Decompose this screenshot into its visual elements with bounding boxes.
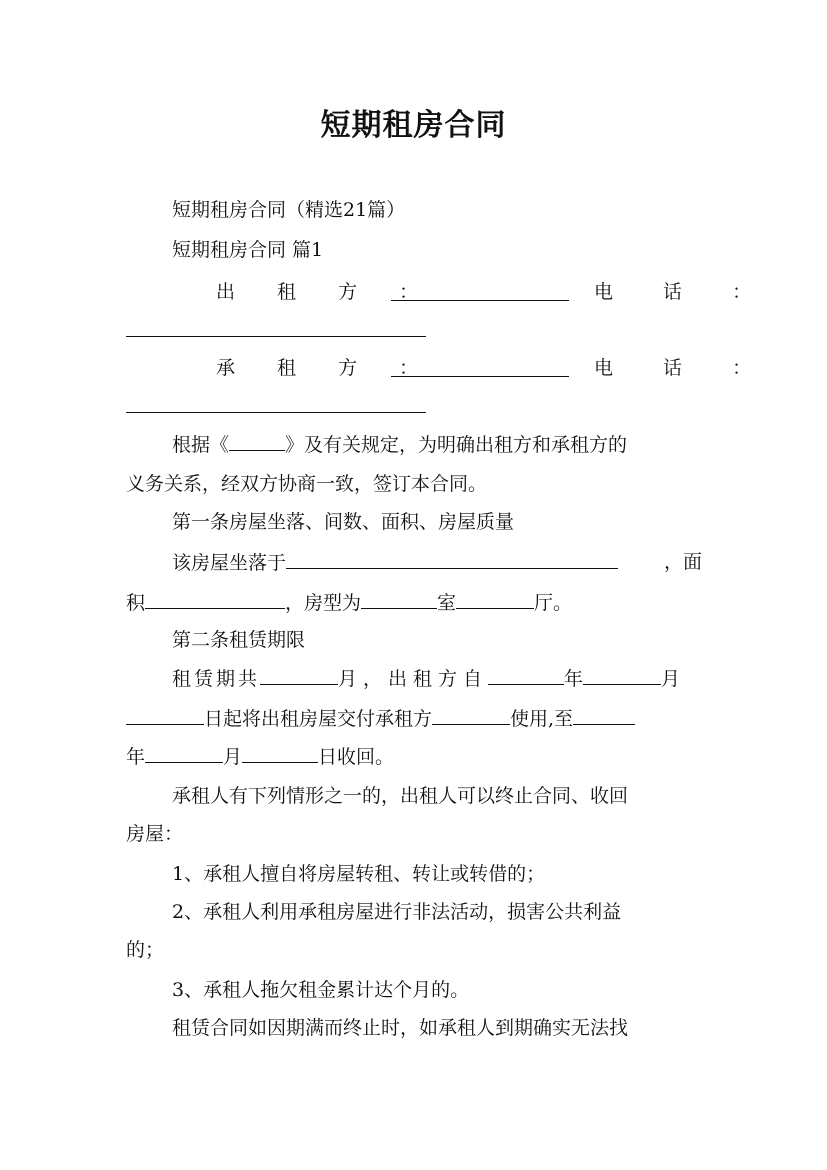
lessor-phone-row [126, 316, 701, 345]
basis-line-2: 义务关系，经双方协商一致，签订本合同。 [126, 473, 488, 495]
start-month-blank [583, 664, 661, 685]
basis-line-1 [172, 430, 702, 459]
last-line: 租赁合同如因期满而终止时，如承租人到期确实无法找 [172, 1017, 629, 1039]
item-1: 1、承租人擅自将房屋转租、转让或转借的； [172, 863, 546, 885]
hall-blank [456, 588, 534, 609]
termination-line-1: 承租人有下列情形之一的，出租人可以终止合同、收回 [172, 785, 629, 807]
lessee-phone-row [126, 392, 701, 421]
term-use: 使用,至 [510, 708, 574, 730]
basis-part-1: 根据《 [172, 434, 230, 456]
term-year: 年 [564, 668, 584, 690]
term-month: 月，出租方自 [338, 668, 489, 690]
term-day-deliver: 日起将出租房屋交付承租方 [204, 708, 433, 730]
term-row-3 [126, 742, 701, 771]
area-prefix: 积 [126, 592, 146, 614]
item-3: 3、承租人拖欠租金累计达个月的。 [172, 979, 470, 1001]
article1-title: 第一条房屋坐落、间数、面积、房屋质量 [172, 511, 515, 533]
area-mid: ，房型为 [285, 592, 362, 614]
end-year-blank-a [573, 704, 635, 725]
hall-label: 厅。 [534, 592, 573, 614]
lessee-phone-label: 电 话 ： [594, 357, 774, 379]
termination-line-2: 房屋： [126, 823, 184, 845]
term-row-1 [172, 664, 702, 693]
location-suffix: ，面 [663, 551, 702, 573]
term-months-blank [260, 664, 338, 685]
item-2-line-2: 的； [126, 939, 165, 961]
term-year-2: 年 [126, 746, 146, 768]
lessee-label: 承 租 方 ： [216, 357, 437, 379]
lessor-phone-blank [126, 316, 426, 337]
lessee-phone-blank [126, 392, 426, 413]
room-label: 室 [437, 592, 457, 614]
location-row [172, 548, 702, 577]
item-2-line-1: 2、承租人利用承租房屋进行非法活动，损害公共利益 [172, 901, 622, 923]
article2-title: 第二条租赁期限 [172, 629, 306, 651]
location-blank [286, 548, 618, 569]
term-month-3: 月 [223, 746, 243, 768]
start-year-blank [488, 664, 564, 685]
end-month-blank [242, 742, 318, 763]
area-blank [145, 588, 285, 609]
lessor-phone-label: 电 话 ： [594, 281, 774, 303]
lessor-label: 出 租 方 ： [216, 281, 437, 303]
area-row [126, 588, 701, 617]
lessee-blank [391, 356, 569, 377]
lessor-blank [391, 280, 569, 301]
basis-part-2: 》及有关规定，为明确出租方和承租方的 [285, 434, 628, 456]
term-month-2: 月 [661, 668, 681, 690]
basis-blank [229, 430, 285, 451]
room-blank [361, 588, 437, 609]
start-day-blank [126, 704, 204, 725]
location-prefix: 该房屋坐落于 [172, 552, 287, 574]
term-day-return: 日收回。 [318, 746, 395, 768]
subtitle: 短期租房合同（精选21篇） [172, 199, 406, 221]
document-title: 短期租房合同 [320, 108, 507, 143]
term-total: 租赁期共 [172, 668, 261, 690]
section-heading: 短期租房合同 篇1 [172, 239, 324, 261]
end-year-blank [145, 742, 223, 763]
deliver-blank [432, 704, 510, 725]
term-row-2 [126, 704, 701, 733]
